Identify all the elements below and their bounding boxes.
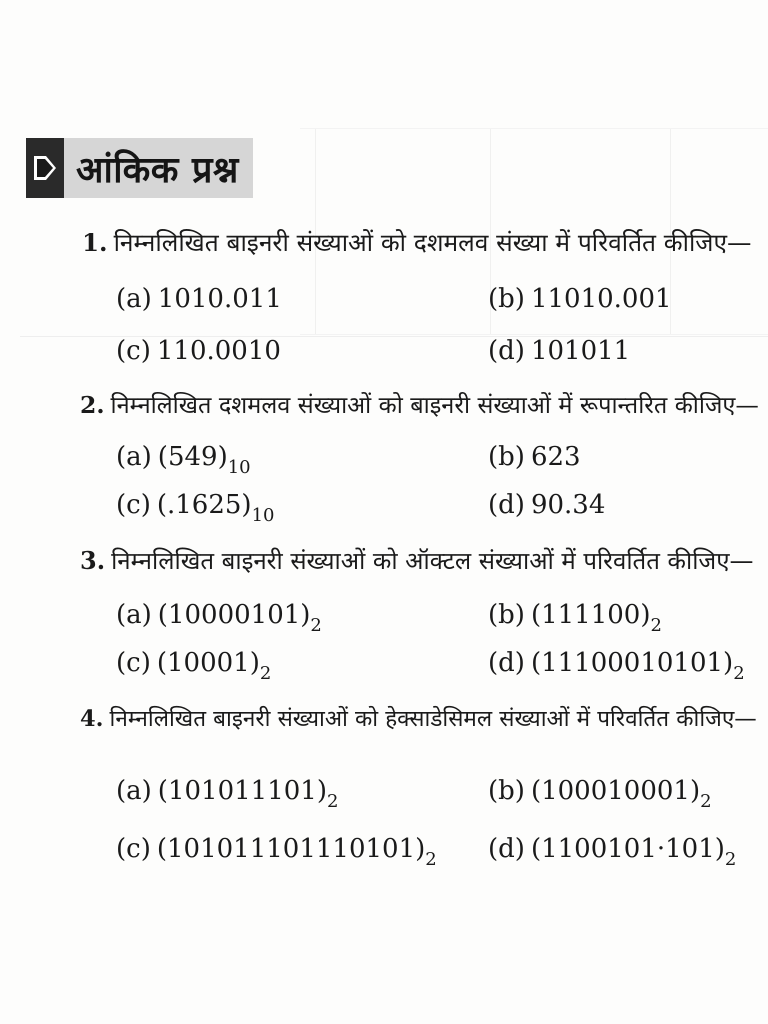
- option-4b: (b) $(100010001)_2$: [488, 776, 712, 812]
- option-2c: (c) $(.1625)_{10}$: [116, 490, 275, 526]
- option-2d: (d) 90.34: [488, 490, 606, 520]
- option-3c: (c) $(10001)_2$: [116, 648, 272, 684]
- question-text: निम्नलिखित बाइनरी संख्याओं को हेक्साडेसिमल संख्याओं में परिवर्तित कीजिए—: [109, 706, 757, 732]
- option-4c: (c) $(101011101110101)_2$: [116, 834, 437, 870]
- section-heading: [26, 138, 253, 198]
- question-1: [82, 226, 752, 259]
- question-text: निम्नलिखित बाइनरी संख्याओं को दशमलव संख्या में परिवर्तित कीजिए—: [113, 228, 752, 257]
- question-3: [80, 544, 754, 577]
- option-1b: (b) 11010.001: [488, 284, 672, 314]
- option-1c: (c) 110.0010: [116, 336, 281, 366]
- question-number: 1.: [82, 228, 108, 257]
- question-text: निम्नलिखित दशमलव संख्याओं को बाइनरी संख्याओं में रूपान्तरित कीजिए—: [110, 391, 759, 419]
- option-4d: (d) $(1100101\cdot 101)_2$: [488, 834, 737, 870]
- option-3b: (b) $(111100)_2$: [488, 600, 662, 636]
- question-text: निम्नलिखित बाइनरी संख्याओं को ऑक्टल संख्याओं में परिवर्तित कीजिए—: [111, 547, 754, 575]
- question-2: [80, 388, 759, 420]
- option-4a: (a) $(101011101)_2$: [116, 776, 339, 812]
- question-number: 4.: [80, 706, 104, 732]
- option-3a: (a) $(10000101)_2$: [116, 600, 322, 636]
- arrow-right-icon: [26, 138, 64, 198]
- option-3d: (d) $(11100010101)_2$: [488, 648, 745, 684]
- option-2b: (b) 623: [488, 442, 581, 472]
- question-4: [80, 702, 757, 733]
- question-number: 2.: [80, 391, 105, 419]
- section-title: आंकिक प्रश्न: [64, 138, 253, 198]
- question-number: 3.: [80, 546, 106, 575]
- option-1d: (d) 101011: [488, 336, 631, 366]
- option-2a: (a) $(549)_{10}$: [116, 442, 251, 478]
- option-1a: (a) 1010.011: [116, 284, 282, 314]
